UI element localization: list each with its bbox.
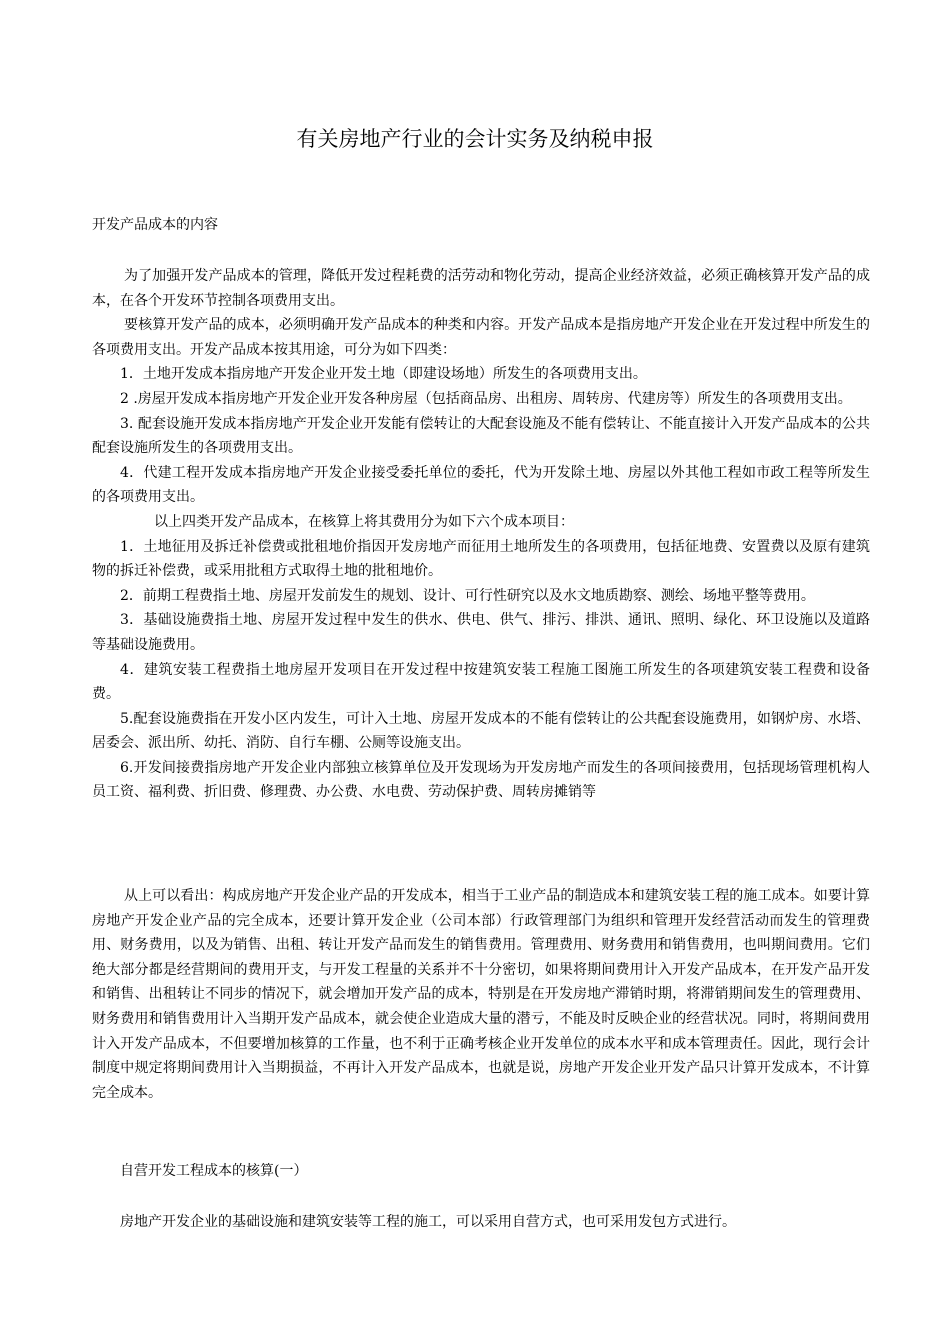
- period-expense-section: [92, 884, 870, 1105]
- cost-content-section: [92, 264, 870, 805]
- list-item-housing-development: 2 .房屋开发成本指房地产开发企业开发各种房屋（包括商品房、出租房、周转房、代建房等）所发生的各项费用支出。: [120, 390, 852, 407]
- paragraph-cost-types: 要核算开发产品的成本，必须明确开发产品成本的种类和内容。开发产品成本是指房地产开发企业在开发过程中所发生的各项费用支出。开发产品成本按其用途，可分为如下四类：: [92, 317, 870, 358]
- paragraph-period-expenses: 从上可以看出：构成房地产开发企业产品的开发成本，相当于工业产品的制造成本和建筑安装工程的施工成本。如要计算房地产开发企业产品的完全成本，还要计算开发企业（公司本部）行政管理部门为组织和管理开发经营活动而发生的管理费用、财务费用，以及为销售、出租、转让开发产品而发生的销售费用。管理费用、财务费用和销售费用，也叫期间费用。它们绝大部分都是经营期间的费用开支，与开发工程量的关系并不十分密切，如果将期间费用计入开发产品成本，在开发产品开发和销售、出租转让不同步的情况下，就会增加开发产品的成本，特别是在开发房地产滞销时期，将滞销期间发生的管理费用、财务费用和销售费用计入当期开发产品成本，就会使企业造成大量的潜亏，不能及时反映企业的经营状况。同时，将期间费用计入开发产品成本，不但要增加核算的工作量，也不利于正确考核企业开发单位的成本水平和成本管理责任。因此，现行会计制度中规定将期间费用计入当期损益，不再计入开发产品成本，也就是说，房地产开发企业开发产品只计算开发成本，不计算完全成本。: [92, 888, 870, 1101]
- list-item-supporting-facilities: 5.配套设施费指在开发小区内发生，可计入土地、房屋开发成本的不能有偿转让的公共配套设施费用，如钢炉房、水塔、居委会、派出所、幼托、消防、自行车棚、公厕等设施支出。: [92, 710, 870, 752]
- list-item-land-development: 1．土地开发成本指房地产开发企业开发土地（即建设场地）所发生的各项费用支出。: [120, 366, 647, 383]
- paragraph-construction-methods: 房地产开发企业的基础设施和建筑安装等工程的施工，可以采用自营方式，也可采用发包方式进行。: [120, 1214, 736, 1230]
- document-title: 有关房地产行业的会计实务及纳税申报: [296, 127, 654, 151]
- list-item-entrusted-projects: 4．代建工程开发成本指房地产开发企业接受委托单位的委托，代为开发除土地、房屋以外其他工程如市政工程等所发生的各项费用支出。: [92, 464, 870, 506]
- list-item-indirect-costs: 6.开发间接费指房地产开发企业内部独立核算单位及开发现场为开发房地产而发生的各项间接费用，包括现场管理机构人员工资、福利费、折旧费、修理费、办公费、水电费、劳动保护费、周转房摊销等: [92, 759, 870, 801]
- list-item-infrastructure: 3．基础设施费指土地、房屋开发过程中发生的供水、供电、供气、排污、排洪、通讯、照明、绿化、环卫设施以及道路等基础设施费用。: [92, 612, 870, 653]
- paragraph-intro: 为了加强开发产品成本的管理，降低开发过程耗费的活劳动和物化劳动，提高企业经济效益，必须正确核算开发产品的成本，在各个开发环节控制各项费用支出。: [92, 268, 870, 309]
- list-item-construction-installation: 4．建筑安装工程费指土地房屋开发项目在开发过程中按建筑安装工程施工图施工所发生的各项建筑安装工程费和设备费。: [92, 661, 870, 703]
- paragraph-six-cost-items: 以上四类开发产品成本，在核算上将其费用分为如下六个成本项目：: [154, 513, 574, 530]
- list-item-preliminary-works: 2．前期工程费指土地、房屋开发前发生的规划、设计、可行性研究以及水文地质勘察、测绘、场地平整等费用。: [120, 587, 815, 604]
- list-item-facilities-development: 3. 配套设施开发成本指房地产开发企业开发能有偿转让的大配套设施及不能有偿转让、不能直接计入开发产品成本的公共配套设施所发生的各项费用支出。: [92, 415, 870, 457]
- subsection-heading: 自营开发工程成本的核算(一）: [120, 1163, 308, 1179]
- list-item-land-acquisition: 1．土地征用及拆迁补偿费或批租地价指因开发房地产而征用土地所发生的各项费用，包括征地费、安置费以及原有建筑物的拆迁补偿费，或采用批租方式取得土地的批租地价。: [92, 538, 870, 580]
- section-heading: 开发产品成本的内容: [92, 217, 218, 233]
